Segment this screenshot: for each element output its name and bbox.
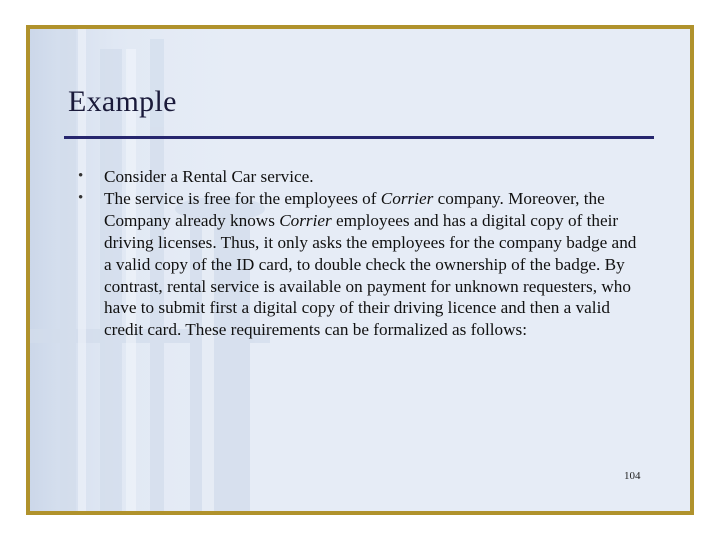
page-number: 104	[624, 470, 641, 482]
company-name-italic: Corrier	[279, 210, 332, 230]
bullet-text-part: The service is free for the employees of	[104, 188, 381, 208]
bullet-text-part: employees and has a digital copy of their driving licenses. Thus, it only asks the employees for the company badge and a valid copy of the ID card, to double check the ownership of the badge. By contrast, rental service is available on payment for unknown requesters, who have to submit first a digital copy of their driving licence and then a valid credit card. These requirements can be formalized as follows:	[104, 210, 637, 340]
bullet-text: Consider a Rental Car service.	[104, 167, 314, 186]
slide-title: Example	[68, 85, 177, 118]
slide-frame	[26, 25, 694, 515]
list-item	[78, 166, 638, 188]
title-underline	[64, 136, 654, 139]
company-name-italic: Corrier	[380, 188, 434, 208]
bullet-list	[78, 166, 638, 341]
bullet-text-part: company. Moreover, the Company already knows	[104, 188, 605, 230]
list-item	[78, 188, 638, 341]
bullet-dot: •	[78, 189, 84, 206]
bullet-dot: •	[78, 168, 84, 184]
